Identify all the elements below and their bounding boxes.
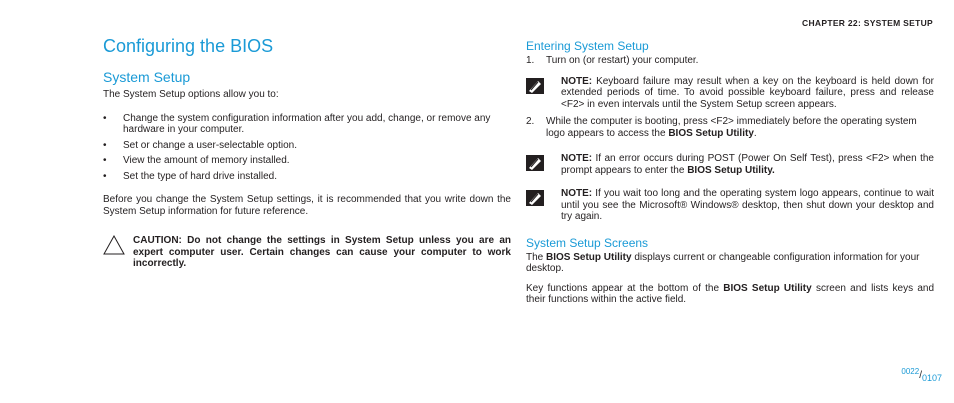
page-number: 0022/0107	[901, 367, 942, 383]
step-number: 2.	[526, 116, 535, 127]
step-1	[526, 55, 934, 67]
step-text: Turn on (or restart) your computer.	[546, 55, 699, 66]
screens-paragraph-2: Key functions appear at the bottom of the BIOS Setup Utility screen and lists keys and their functions within the active field.	[526, 282, 935, 305]
step-2	[526, 116, 934, 139]
note-block-2	[526, 153, 934, 176]
section-title-system-setup: System Setup	[103, 69, 191, 85]
before-change-text: Before you change the System Setup settings, it is recommended that you write down the System Setup information for future reference.	[103, 194, 511, 217]
chapter-number: 0022	[901, 367, 920, 376]
note-block-1	[526, 76, 934, 111]
left-column	[103, 36, 511, 270]
page-number-value: 0107	[921, 372, 942, 383]
note-text: NOTE: If an error occurs during POST (Power On Self Test), press <F2> when the prompt appears to enter the BIOS Setup Utility.	[561, 153, 934, 176]
step-number: 1.	[526, 55, 535, 66]
page-title: Configuring the BIOS	[103, 36, 274, 56]
list-item: • Change the system configuration information after you add, change, or remove any hardware in your computer.	[103, 113, 511, 136]
note-block-3	[526, 188, 934, 223]
section-title-screens: System Setup Screens	[526, 235, 649, 250]
step-text: While the computer is booting, press <F2> immediately before the operating system logo appears to access the BIOS Setup Utility.	[546, 116, 917, 139]
note-text: NOTE: If you wait too long and the operating system logo appears, continue to wait until you see the Microsoft® Windows® desktop, then shut down your desktop and try again.	[561, 188, 934, 222]
list-item: • Set or change a user-selectable option.	[103, 140, 511, 152]
chapter-header: CHAPTER 22: SYSTEM SETUP	[802, 18, 933, 28]
note-pencil-icon	[526, 188, 561, 223]
intro-text: The System Setup options allow you to:	[103, 89, 279, 100]
list-item: • View the amount of memory installed.	[103, 155, 511, 167]
right-column	[526, 39, 934, 306]
caution-block	[103, 235, 511, 270]
list-item: • Set the type of hard drive installed.	[103, 171, 511, 183]
note-pencil-icon	[526, 76, 561, 111]
warning-triangle-icon	[103, 235, 133, 270]
note-pencil-icon	[526, 153, 561, 176]
note-text: NOTE: Keyboard failure may result when a key on the keyboard is held down for extended periods of time. To avoid possible keyboard failure, press and release <F2> in even intervals until the System Setup screen appears.	[561, 75, 934, 110]
section-title-entering: Entering System Setup	[526, 39, 649, 53]
screens-paragraph-1: The BIOS Setup Utility displays current or changeable configuration information for your desktop.	[526, 251, 920, 274]
options-list	[103, 113, 511, 183]
caution-text: CAUTION: Do not change the settings in System Setup unless you are an expert computer user. Certain changes can cause your computer to work incorrectly.	[133, 235, 511, 269]
system-setup-screens-section	[526, 236, 934, 306]
